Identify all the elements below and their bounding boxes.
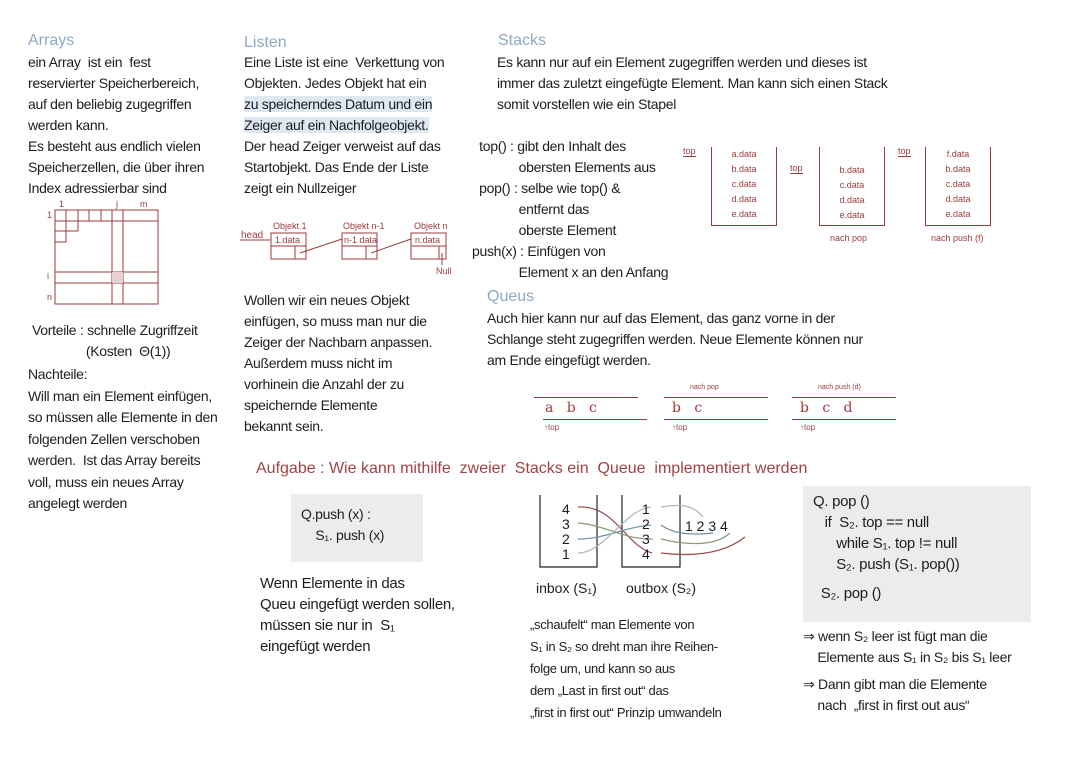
stack-item: e.data xyxy=(945,209,971,219)
text-line: voll, muss ein neues Array xyxy=(28,473,184,490)
queue-line xyxy=(792,419,896,420)
text-line: Speicherzellen, die über ihren xyxy=(28,159,205,175)
stack-item: a.data xyxy=(731,149,757,159)
text-line: vorhinein die Anzahl der zu xyxy=(244,376,405,392)
top-label: top xyxy=(804,423,816,432)
queue-line xyxy=(792,397,896,398)
top-pointer: top xyxy=(683,146,696,156)
arrays-heading: Arrays xyxy=(28,32,75,49)
text-line: folge um, und kann so aus xyxy=(530,661,675,676)
text-line: nach „first in first out aus“ xyxy=(803,697,970,713)
text-line: ein Array ist ein fest xyxy=(28,54,151,70)
stack-item: c.data xyxy=(731,179,757,189)
stack-item: f.data xyxy=(946,149,970,159)
stack-item: 4 xyxy=(562,501,570,517)
object-data: 1.data xyxy=(275,235,301,245)
grid-label: 1 xyxy=(59,199,65,209)
top-pointer: ↑top xyxy=(672,423,688,432)
text-line: Auch hier kann nur auf das Element, das ganz vorne in der xyxy=(487,310,835,326)
text-line: auf den beliebig zugegriffen xyxy=(28,96,192,112)
object-label: Objekt 1 xyxy=(273,221,307,231)
stack-item: 3 xyxy=(562,516,570,532)
push-explanation xyxy=(260,573,455,657)
grid-label: j xyxy=(116,199,118,209)
object-data: n.data xyxy=(415,235,441,245)
code-line: S₁. push (x) xyxy=(301,527,385,543)
queue-items: b c xyxy=(672,400,703,416)
top-pointer: top xyxy=(898,146,911,156)
stack-item: 1 xyxy=(642,501,650,517)
text-line: Wenn Elemente in das xyxy=(260,575,405,592)
text-line: pop() : selbe wie top() & xyxy=(472,180,621,196)
grid-label: 1 xyxy=(47,210,53,220)
text-line: werden kann. xyxy=(28,117,109,133)
stack-item: d.data xyxy=(839,195,865,205)
queue-items: a b c xyxy=(545,400,597,416)
queue-line xyxy=(664,419,768,420)
text-line: Es kann nur auf ein Element zugegriffen werden und dieses ist xyxy=(497,54,867,70)
aufgabe-heading: Aufgabe : Wie kann mithilfe zweier Stacks ein Queue implementiert werden xyxy=(256,460,808,477)
text-line: reservierter Speicherbereich, xyxy=(28,75,200,91)
text-line: müssen sie nur in S₁ xyxy=(260,617,395,634)
top-pointer: top xyxy=(790,163,803,173)
stack-caption: nach pop xyxy=(830,233,868,243)
text-line: angelegt werden xyxy=(28,495,128,511)
listen-text xyxy=(244,52,444,199)
inbox-stack-items xyxy=(562,502,570,562)
text-line: push(x) : Einfügen von xyxy=(472,243,606,259)
text-line: Wollen wir ein neues Objekt xyxy=(244,292,410,308)
code-line: Q.push (x) : xyxy=(301,506,371,522)
stack-item: b.data xyxy=(839,165,865,175)
stacks-heading: Stacks xyxy=(498,32,547,49)
queue-items: b c d xyxy=(800,400,853,416)
text-line: ⇒ Dann gibt man die Elemente xyxy=(803,676,987,692)
array-grid-diagram xyxy=(40,200,170,310)
text-line: Objekten. Jedes Objekt hat ein xyxy=(244,75,427,91)
text-line: (Kosten Θ(1)) xyxy=(32,343,171,359)
queue-caption: nach pop xyxy=(690,384,719,391)
text-line: somit vorstellen wie ein Stapel xyxy=(497,96,677,112)
code-line: while S₁. top != null xyxy=(813,535,958,552)
code-line: if S₂. top == null xyxy=(813,514,929,531)
queue-line xyxy=(664,397,768,398)
pop-explanation xyxy=(803,626,1011,716)
text-line: „first in first out“ Prinzip umwandeln xyxy=(530,705,722,720)
grid-label: m xyxy=(140,199,148,209)
text-line: Schlange steht zugegriffen werden. Neue Elemente können nur xyxy=(487,331,863,347)
arrays-text xyxy=(28,52,204,199)
text-line: Elemente aus S₁ in S₂ bis S₁ leer xyxy=(803,649,1012,665)
text-line: „schaufelt“ man Elemente von xyxy=(530,617,695,632)
stack-diagram xyxy=(925,147,991,226)
queus-heading: Queus xyxy=(487,288,535,305)
queue-output: 1 2 3 4 xyxy=(685,518,728,534)
text-line: Außerdem muss nicht im xyxy=(244,355,393,371)
stack-item: 3 xyxy=(642,531,650,547)
text-line: S₁ in S₂ so dreht man ihre Reihen- xyxy=(530,639,718,654)
queus-text xyxy=(487,308,863,371)
grid-label: n xyxy=(47,292,53,302)
head-label: head xyxy=(241,230,264,241)
stacks-text xyxy=(497,52,887,115)
text-line: Eine Liste ist eine Verkettung von xyxy=(244,54,445,70)
stack-item: 1 xyxy=(562,546,570,562)
text-line: Startobjekt. Das Ende der Liste xyxy=(244,159,429,175)
text-line: Es besteht aus endlich vielen xyxy=(28,138,201,154)
text-line: Will man ein Element einfügen, xyxy=(28,387,212,404)
stack-item: c.data xyxy=(945,179,971,189)
text-line: folgenden Zellen verschoben xyxy=(28,430,200,447)
top-label: top xyxy=(676,423,688,432)
text-line: speichernde Elemente xyxy=(244,397,378,413)
text-line: werden. Ist das Array bereits xyxy=(28,452,201,468)
text-line-highlighted: zu speicherndes Datum und ein xyxy=(244,96,433,112)
text-line: so müssen alle Elemente in den xyxy=(28,409,218,425)
stack-item: e.data xyxy=(839,210,865,220)
middle-explanation xyxy=(530,614,722,724)
inbox-label: inbox (S₁) xyxy=(536,580,597,596)
outbox-label: outbox (S₂) xyxy=(626,580,697,596)
text-line: bekannt sein. xyxy=(244,418,324,434)
text-line: am Ende eingefügt werden. xyxy=(487,352,651,368)
text-line: zeigt ein Nullzeiger xyxy=(244,180,357,196)
stack-operations xyxy=(472,136,668,283)
stack-item: d.data xyxy=(945,194,971,204)
text-line: immer das zuletzt eingefügte Element. Man kann sich einen Stack xyxy=(497,75,888,91)
stack-caption: nach push (f) xyxy=(931,233,984,243)
top-pointer: ↑top xyxy=(544,423,560,432)
stack-diagram xyxy=(711,147,777,226)
object-label: Objekt n xyxy=(414,221,448,231)
object-label: Objekt n-1 xyxy=(343,221,385,231)
text-line: obersten Elements aus xyxy=(472,159,656,175)
push-code-box xyxy=(291,494,423,562)
text-line: oberste Element xyxy=(472,222,617,238)
text-line: Queu eingefügt werden sollen, xyxy=(260,596,455,613)
text-line: dem „Last in first out“ das xyxy=(530,683,669,698)
code-line: Q. pop () xyxy=(813,493,870,510)
text-line: top() : gibt den Inhalt des xyxy=(472,138,626,154)
stack-diagram xyxy=(819,147,885,226)
null-label: Null xyxy=(436,266,452,276)
listen-insert-text xyxy=(244,290,432,437)
code-line: S₂. push (S₁. pop()) xyxy=(813,556,960,573)
text-line: ⇒ wenn S₂ leer ist fügt man die xyxy=(803,628,988,644)
code-line xyxy=(813,575,1031,583)
queue-caption: nach push (d) xyxy=(818,384,861,391)
text-line: Zeiger der Nachbarn anpassen. xyxy=(244,334,433,350)
arrays-nachteile xyxy=(28,364,217,515)
stack-item: 4 xyxy=(642,546,650,562)
text-line: Nachteile: xyxy=(28,366,88,382)
stack-item: 2 xyxy=(642,516,650,532)
stack-item: e.data xyxy=(731,209,757,219)
code-line: S₂. pop () xyxy=(813,585,882,602)
text-line: Der head Zeiger verweist auf das xyxy=(244,138,441,154)
outbox-stack-items xyxy=(642,502,650,562)
top-label: top xyxy=(548,423,560,432)
object-data: n-1 data xyxy=(344,235,378,245)
stack-item: 2 xyxy=(562,531,570,547)
text-line-highlighted: Zeiger auf ein Nachfolgeobjekt. xyxy=(244,117,429,133)
stack-item: b.data xyxy=(731,164,757,174)
text-line: einfügen, so muss man nur die xyxy=(244,313,427,329)
pop-code-box xyxy=(803,486,1031,622)
arrays-vorteile xyxy=(32,320,198,362)
text-line: Index adressierbar sind xyxy=(28,180,167,196)
text-line: entfernt das xyxy=(472,201,590,217)
stack-item: d.data xyxy=(731,194,757,204)
grid-label: i xyxy=(47,271,49,281)
stack-item: c.data xyxy=(839,180,865,190)
text-line: Element x an den Anfang xyxy=(472,264,669,280)
text-line: Vorteile : schnelle Zugriffzeit xyxy=(32,322,198,338)
text-line: eingefügt werden xyxy=(260,638,371,655)
listen-heading: Listen xyxy=(244,34,287,51)
queue-line xyxy=(543,419,647,420)
stack-item: b.data xyxy=(945,164,971,174)
top-pointer: ↑top xyxy=(800,423,816,432)
queue-line xyxy=(534,397,638,398)
